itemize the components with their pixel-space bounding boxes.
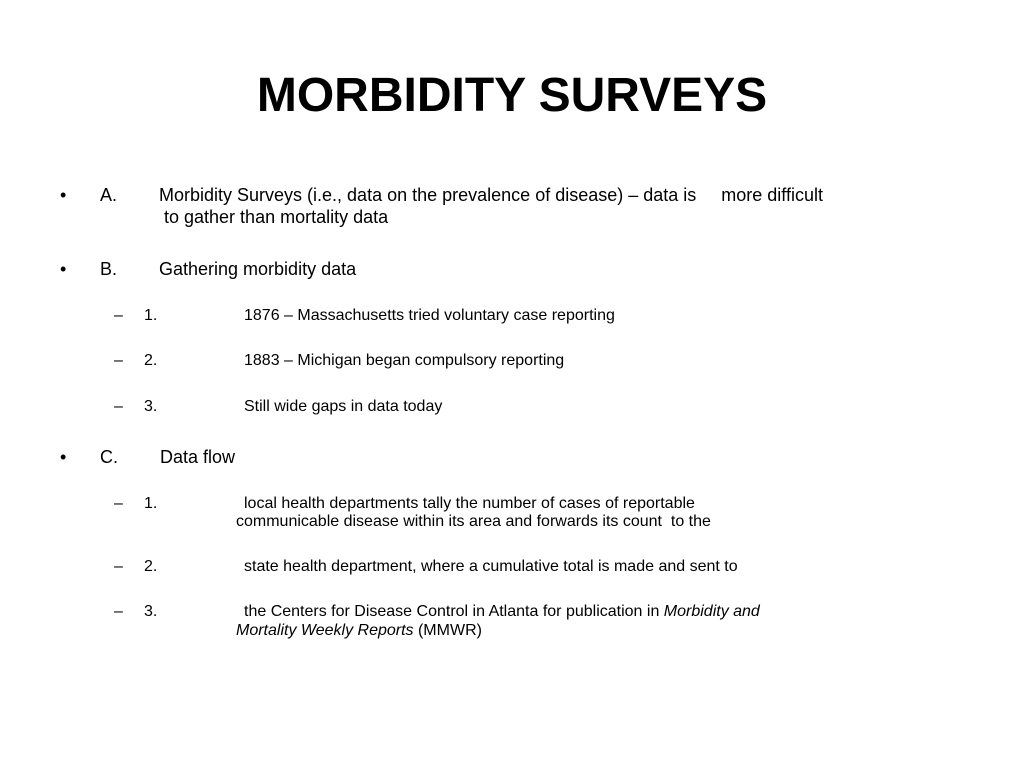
dash-icon: – bbox=[114, 603, 123, 620]
item-b2-number: 2. bbox=[144, 352, 158, 369]
item-b2-text: 1883 – Michigan began compulsory reporting bbox=[244, 352, 565, 369]
item-b3-number: 3. bbox=[144, 398, 158, 415]
item-b-text: Gathering morbidity data bbox=[159, 259, 357, 279]
bullet-icon: • bbox=[60, 447, 67, 467]
item-c-text: Data flow bbox=[160, 447, 236, 467]
item-a-letter: A. bbox=[100, 185, 118, 205]
item-b1-number: 1. bbox=[144, 307, 158, 324]
item-c2-number: 2. bbox=[144, 558, 158, 575]
dash-icon: – bbox=[114, 558, 123, 575]
item-a-text-line1: Morbidity Surveys (i.e., data on the prevalence of disease) – data is more difficult bbox=[159, 185, 823, 205]
item-c-letter: C. bbox=[100, 447, 118, 467]
item-c3-text-line2 bbox=[236, 621, 482, 641]
item-c3-publication-title-part1: Morbidity and bbox=[663, 603, 760, 620]
item-c1-text-line2: communicable disease within its area and forwards its count to the bbox=[236, 513, 711, 530]
item-c1-text-line1: local health departments tally the number of cases of reportable bbox=[244, 495, 695, 512]
item-a-text-line2: to gather than mortality data bbox=[159, 207, 389, 227]
dash-icon: – bbox=[114, 495, 123, 512]
bullet-icon: • bbox=[60, 259, 67, 279]
item-c3-text-plain: the Centers for Disease Control in Atlanta for publication in bbox=[244, 603, 664, 620]
item-c3-number: 3. bbox=[144, 603, 158, 620]
item-c2-text: state health department, where a cumulative total is made and sent to bbox=[244, 558, 738, 575]
item-c3-publication-title-part2: Mortality Weekly Reports bbox=[236, 622, 414, 639]
item-b1-text: 1876 – Massachusetts tried voluntary case reporting bbox=[244, 307, 615, 324]
dash-icon: – bbox=[114, 307, 123, 324]
item-b-letter: B. bbox=[100, 259, 118, 279]
item-c3-text-line1 bbox=[244, 602, 760, 622]
item-c1-number: 1. bbox=[144, 495, 158, 512]
bullet-icon: • bbox=[60, 185, 67, 205]
slide-title: MORBIDITY SURVEYS bbox=[256, 69, 768, 122]
item-b3-text: Still wide gaps in data today bbox=[244, 398, 443, 415]
dash-icon: – bbox=[114, 352, 123, 369]
dash-icon: – bbox=[114, 398, 123, 415]
item-c3-abbreviation: (MMWR) bbox=[413, 622, 482, 639]
